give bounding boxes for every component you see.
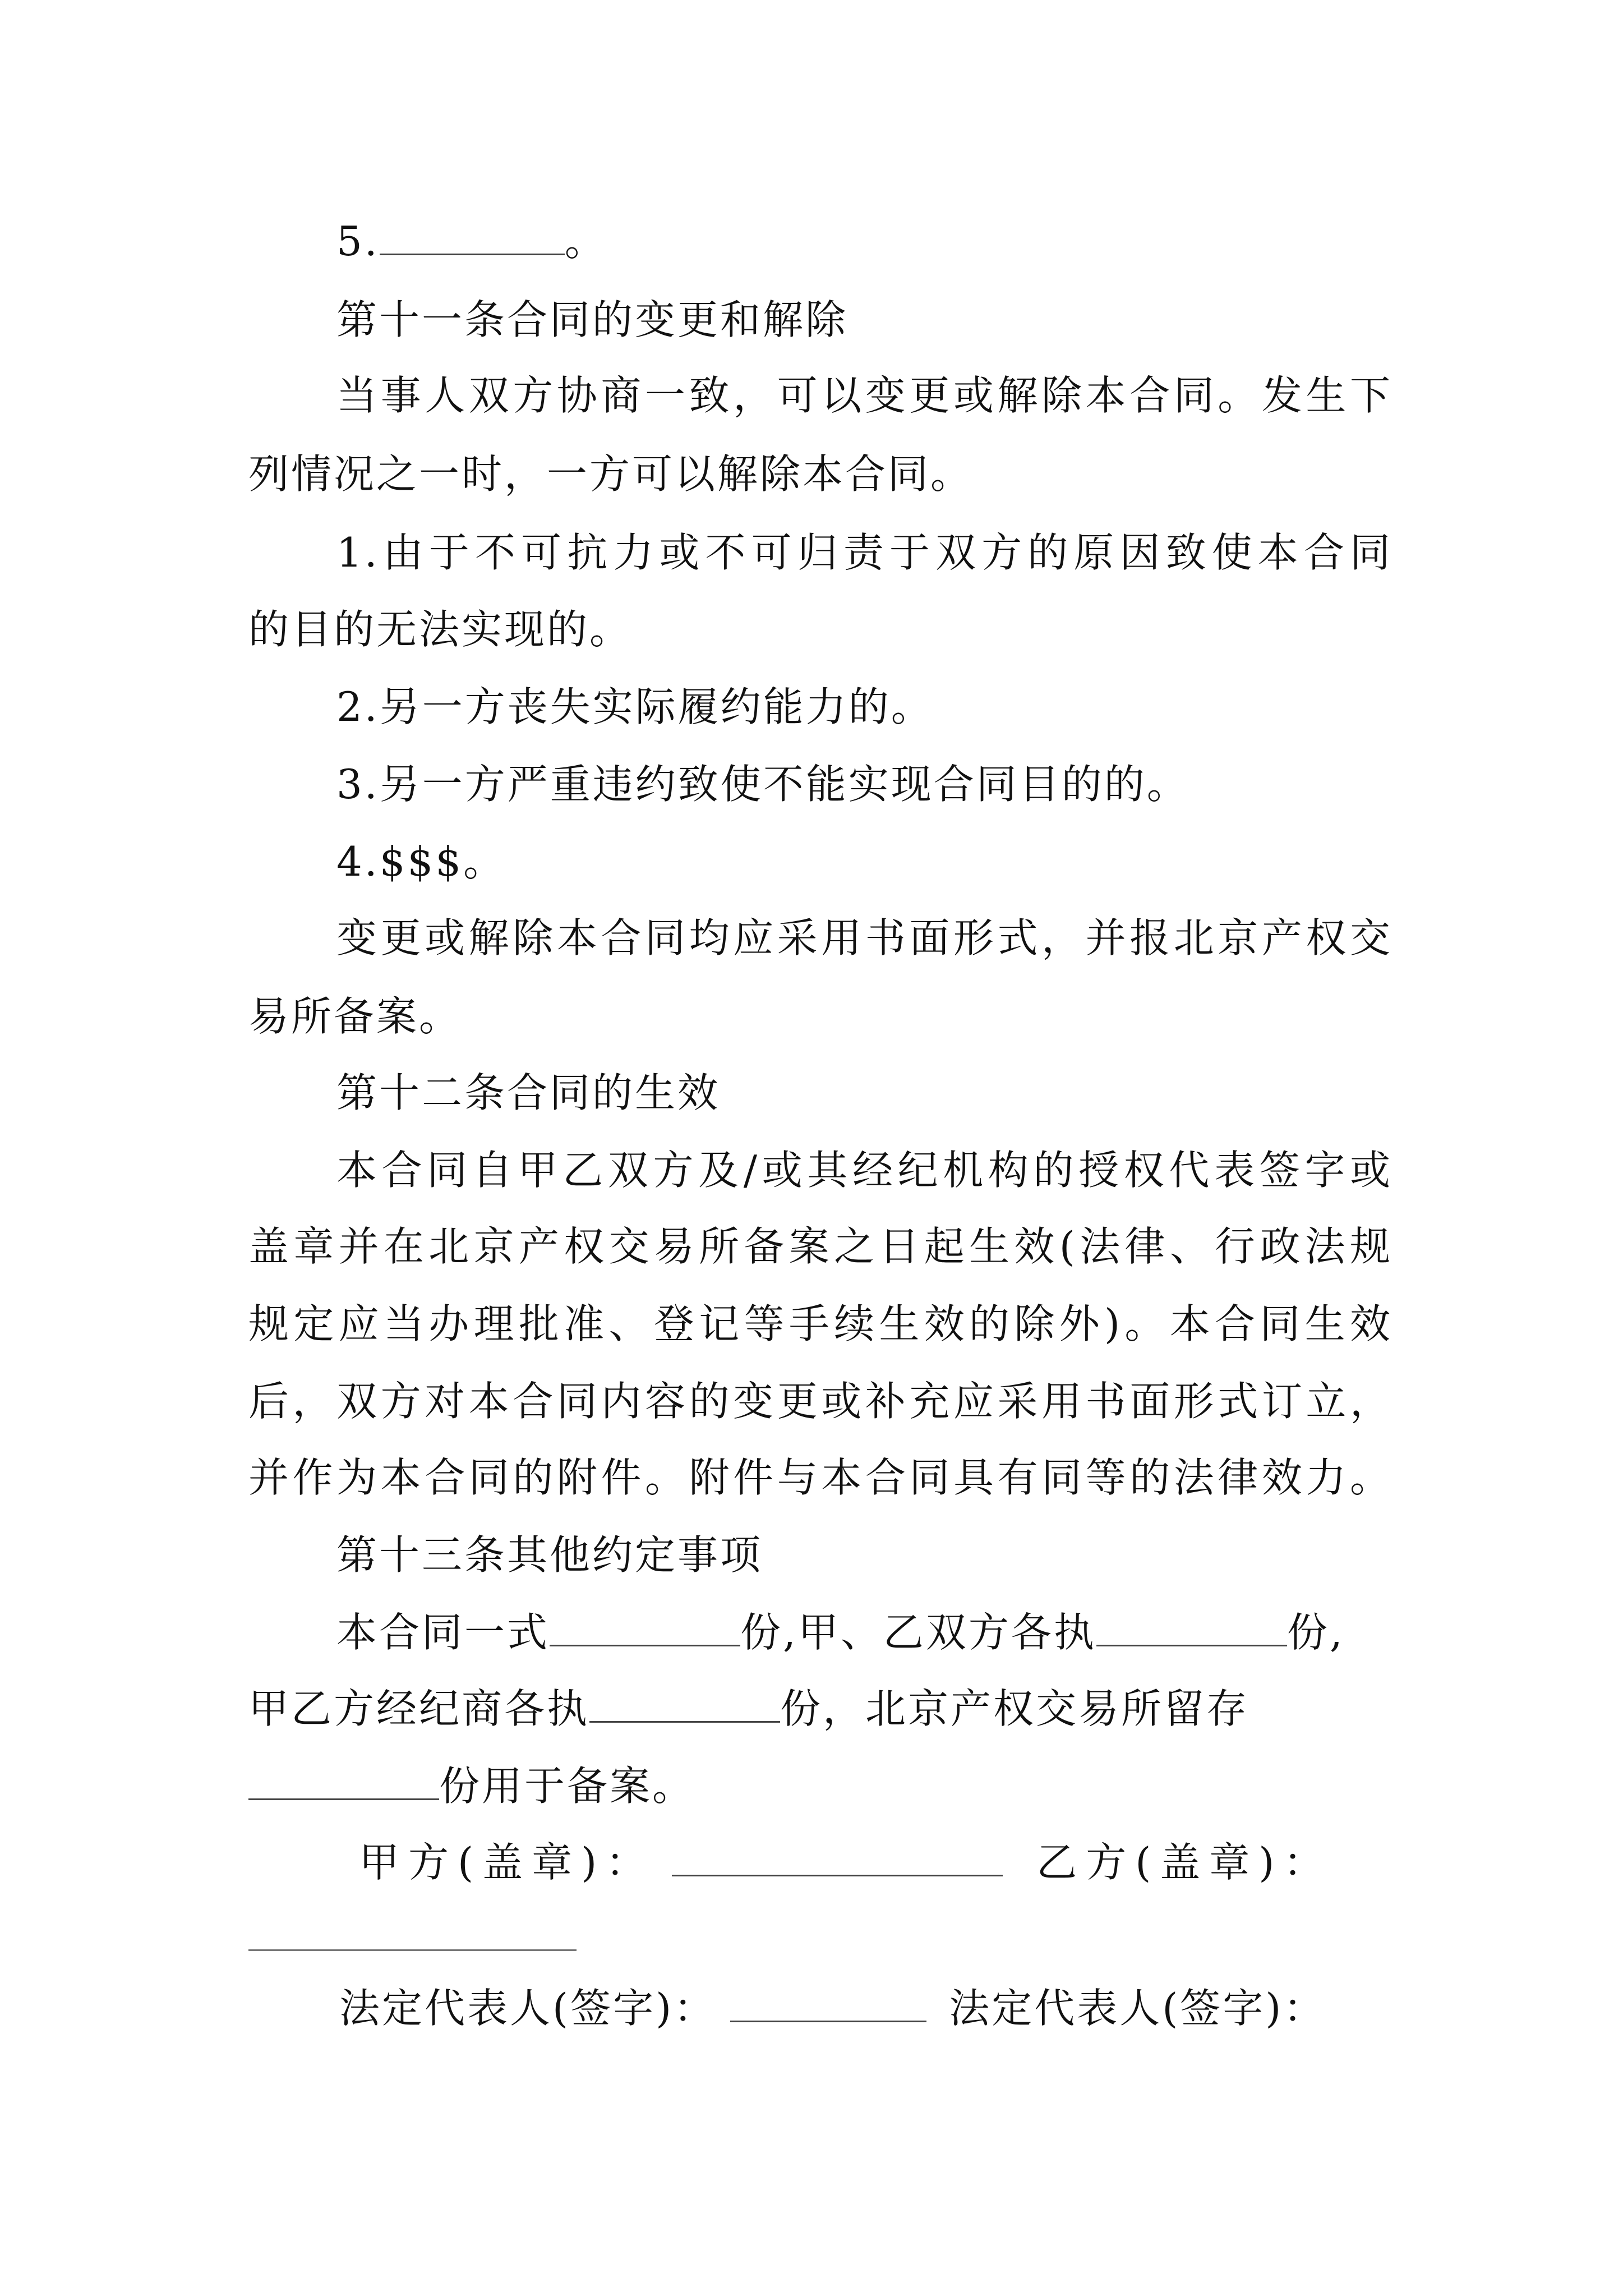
party-a-legal-rep-blank xyxy=(730,1987,926,2022)
list-item-1: 1.由于不可抗力或不可归责于双方的原因致使本合同 xyxy=(336,529,1393,576)
text-segment: 本合同一式 xyxy=(336,1609,550,1656)
copies-line-1 xyxy=(336,1604,1393,1660)
party-a-seal-label: 甲方(盖章)： xyxy=(359,1839,656,1886)
text-segment: 份, xyxy=(1287,1609,1345,1656)
paragraph-line: 变更或解除本合同均应采用书面形式，并报北京产权交 xyxy=(336,914,1393,961)
paragraph-line: 列情况之一时，一方可以解除本合同。 xyxy=(248,450,974,498)
paragraph-line: 后，双方对本合同内容的变更或补充应采用书面形式订立， xyxy=(248,1378,1393,1425)
article-13-heading: 第十三条其他约定事项 xyxy=(336,1531,763,1579)
seal-line xyxy=(359,1834,1424,1890)
list-item-4: 4.$$$。 xyxy=(336,838,506,885)
article-12-heading: 第十二条合同的生效 xyxy=(336,1069,721,1116)
legal-rep-line xyxy=(339,1980,1405,2036)
paragraph-line: 并作为本合同的附件。附件与本合同具有同等的法律效力。 xyxy=(248,1454,1393,1501)
party-b-seal-blank xyxy=(248,1949,577,1951)
article-11-heading: 第十一条合同的变更和解除 xyxy=(336,296,849,343)
copies-line-3 xyxy=(248,1758,1393,1814)
text-segment: 甲乙方经纪商各执 xyxy=(248,1685,590,1732)
party-b-seal-label: 乙方(盖章)： xyxy=(1036,1839,1333,1886)
paragraph-line: 规定应当办理批准、登记等手续生效的除外)。本合同生效 xyxy=(248,1300,1393,1347)
item-number: 5. xyxy=(336,218,380,265)
paragraph-line: 当事人双方协商一致，可以变更或解除本合同。发生下 xyxy=(336,372,1393,419)
paragraph-line: 易所备案。 xyxy=(248,993,462,1040)
paragraph-line: 盖章并在北京产权交易所备案之日起生效(法律、行政法规 xyxy=(248,1223,1393,1270)
paragraph-line: 本合同自甲乙双方及/或其经纪机构的授权代表签字或 xyxy=(336,1147,1393,1194)
item-suffix: 。 xyxy=(564,218,607,265)
fill-blank xyxy=(550,1611,740,1646)
party-a-seal-blank xyxy=(672,1841,1003,1876)
fill-blank xyxy=(589,1687,780,1723)
text-segment: 份,甲、乙双方各执 xyxy=(740,1609,1096,1656)
clause-item-5 xyxy=(336,213,1393,269)
paragraph-line: 的目的无法实现的。 xyxy=(248,606,633,653)
list-item-2: 2.另一方丧失实际履约能力的。 xyxy=(336,683,934,730)
text-segment: 份用于备案。 xyxy=(439,1763,695,1810)
party-b-legal-rep-label: 法定代表人(签字)： xyxy=(949,1985,1326,2032)
text-segment: 份，北京产权交易所留存 xyxy=(780,1685,1249,1732)
list-item-3: 3.另一方严重违约致使不能实现合同目的的。 xyxy=(336,761,1189,808)
copies-line-2 xyxy=(248,1681,1393,1737)
party-a-legal-rep-label: 法定代表人(签字)： xyxy=(339,1985,717,2032)
fill-blank xyxy=(248,1765,439,1800)
fill-blank xyxy=(380,220,565,255)
fill-blank xyxy=(1096,1611,1287,1646)
